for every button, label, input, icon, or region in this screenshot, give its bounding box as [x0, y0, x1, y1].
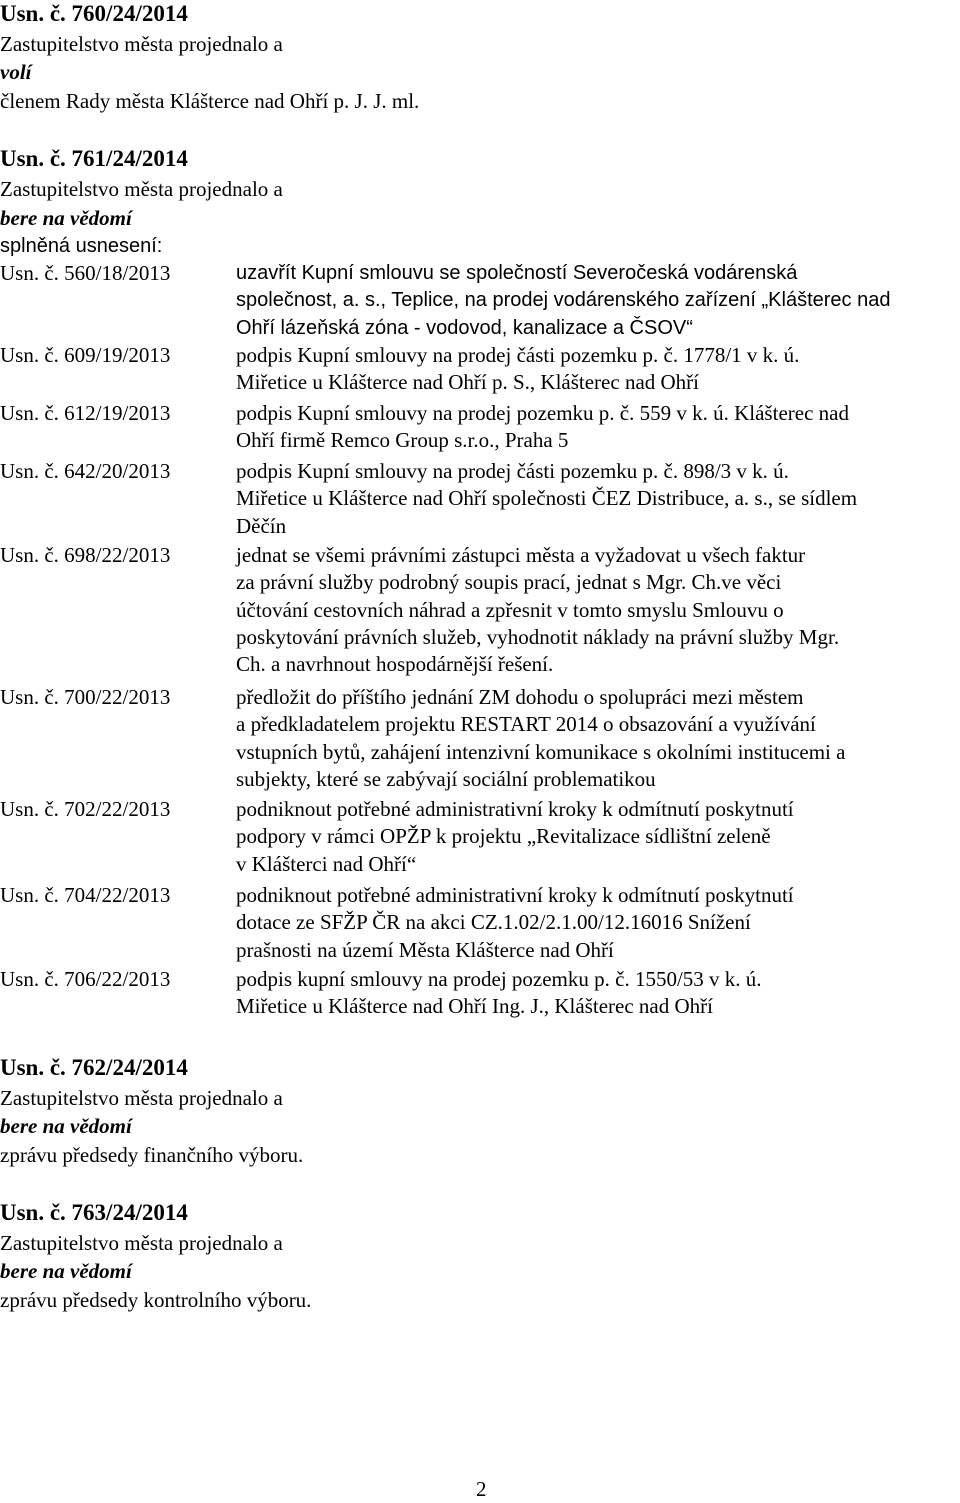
item-text-line: podpis Kupní smlouvy na prodej části pozemku p. č. 898/3 v k. ú.	[236, 459, 789, 483]
item-reference: Usn. č. 700/22/2013	[0, 685, 171, 709]
item-reference: Usn. č. 642/20/2013	[0, 459, 171, 483]
item-reference: Usn. č. 560/18/2013	[0, 261, 171, 285]
item-reference: Usn. č. 609/19/2013	[0, 343, 171, 367]
item-text-line: dotace ze SFŽP ČR na akci CZ.1.02/2.1.00/12.16016 Snížení	[236, 910, 751, 935]
resolution-body-line: Zastupitelstvo města projednalo a	[0, 1231, 283, 1255]
item-text-line: Miřetice u Klášterce nad Ohří Ing. J., Klášterec nad Ohří	[236, 994, 713, 1019]
item-reference: Usn. č. 612/19/2013	[0, 401, 171, 425]
resolution-title: Usn. č. 761/24/2014	[0, 146, 188, 171]
item-text-line: v Klášterci nad Ohří“	[236, 851, 417, 876]
item-text	[236, 966, 762, 1021]
item-reference: Usn. č. 698/22/2013	[0, 543, 171, 567]
item-text-line: Ohří firmě Remco Group s.r.o., Praha 5	[236, 428, 569, 453]
item-text-line: účtování cestovních náhrad a zpřesnit v tomto smyslu Smlouvu o	[236, 597, 784, 622]
item-text	[236, 796, 794, 878]
item-text	[236, 260, 890, 342]
resolution-body-line: zprávu předsedy finančního výboru.	[0, 1143, 304, 1167]
item-text-line: a předkladatelem projektu RESTART 2014 o obsazování a využívání	[236, 712, 816, 737]
item-text-line: předložit do příštího jednání ZM dohodu o spolupráci mezi městem	[236, 685, 804, 709]
resolution-body-line: členem Rady města Klášterce nad Ohří p. J. J. ml.	[0, 89, 420, 113]
resolution-body-line: Zastupitelstvo města projednalo a	[0, 32, 283, 56]
item-text-line: Miřetice u Klášterce nad Ohří p. S., Klášterec nad Ohří	[236, 370, 700, 395]
item-text-line: subjekty, které se zabývají sociální problematikou	[236, 766, 656, 791]
resolution-body-line: Zastupitelstvo města projednalo a	[0, 177, 283, 201]
resolution-body-line: Zastupitelstvo města projednalo a	[0, 1086, 283, 1110]
item-text	[236, 882, 794, 964]
item-text-line: Miřetice u Klášterce nad Ohří společnosti ČEZ Distribuce, a. s., se sídlem	[236, 486, 858, 511]
resolution-title: Usn. č. 762/24/2014	[0, 1055, 188, 1080]
item-text-line: poskytování právních služeb, vyhodnotit náklady na právní služby Mgr.	[236, 624, 840, 649]
item-text-line: podpory v rámci OPŽP k projektu „Revitalizace sídlištní zeleně	[236, 824, 771, 849]
item-text-line: jednat se všemi právními zástupci města a vyžadovat u všech faktur	[236, 543, 806, 567]
resolution-verb: bere na vědomí	[0, 1114, 132, 1138]
item-text	[236, 684, 845, 793]
item-text-line: podpis Kupní smlouvy na prodej části pozemku p. č. 1778/1 v k. ú.	[236, 343, 800, 367]
item-reference: Usn. č. 704/22/2013	[0, 883, 171, 907]
item-text-line: podniknout potřebné administrativní kroky k odmítnutí poskytnutí	[236, 883, 794, 907]
item-text	[236, 458, 857, 540]
resolution-body-line: splněná usnesení:	[0, 235, 163, 257]
resolution-verb: bere na vědomí	[0, 1259, 132, 1283]
item-text-line: podpis Kupní smlouvy na prodej pozemku p. č. 559 v k. ú. Klášterec nad	[236, 401, 849, 425]
item-text-line: podpis kupní smlouvy na prodej pozemku p. č. 1550/53 v k. ú.	[236, 967, 762, 991]
item-text	[236, 542, 839, 678]
item-text-line: Ch. a navrhnout hospodárnější řešení.	[236, 652, 554, 677]
item-text-line: uzavřít Kupní smlouvu se společností Severočeská vodárenská	[236, 262, 798, 284]
resolution-verb: bere na vědomí	[0, 206, 132, 230]
item-text	[236, 342, 799, 397]
item-reference: Usn. č. 702/22/2013	[0, 797, 171, 821]
item-text-line: Ohří lázeňská zóna - vodovod, kanalizace a ČSOV“	[236, 316, 693, 339]
page-number: 2	[476, 1477, 487, 1501]
resolution-body-line: zprávu předsedy kontrolního výboru.	[0, 1288, 312, 1312]
item-text-line: podniknout potřebné administrativní kroky k odmítnutí poskytnutí	[236, 797, 794, 821]
resolution-verb: volí	[0, 60, 32, 84]
item-text-line: za právní služby podrobný soupis prací, jednat s Mgr. Ch.ve věci	[236, 570, 782, 595]
item-text	[236, 400, 849, 455]
item-text-line: vstupních bytů, zahájení intenzivní komunikace s okolními institucemi a	[236, 739, 846, 764]
item-text-line: společnost, a. s., Teplice, na prodej vodárenského zařízení „Klášterec nad	[236, 289, 891, 312]
item-text-line: prašnosti na území Města Klášterce nad Ohří	[236, 937, 614, 962]
item-text-line: Děčín	[236, 513, 287, 538]
resolution-title: Usn. č. 760/24/2014	[0, 1, 188, 26]
resolution-title: Usn. č. 763/24/2014	[0, 1200, 188, 1225]
item-reference: Usn. č. 706/22/2013	[0, 967, 171, 991]
